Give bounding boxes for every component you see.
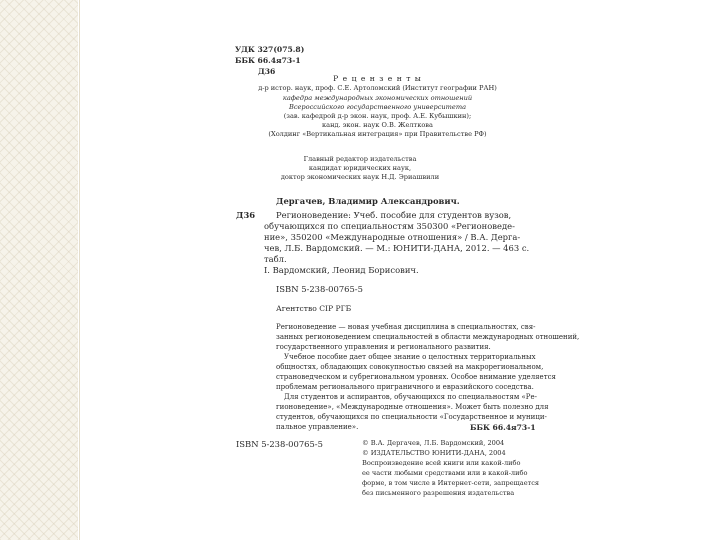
reviewer-line-5: канд. экон. наук О.В. Желткова bbox=[322, 121, 433, 129]
editor-line-3: доктор экономических наук Н.Д. Эриашвили bbox=[280, 173, 440, 181]
annotation-line-6: страноведческом и субрегиональном уровнях. Особое внимание уделяется bbox=[276, 373, 556, 381]
catalog-author: Дергачев, Владимир Александрович. bbox=[276, 196, 460, 206]
reviewer-line-2: кафедра международных экономических отношений bbox=[282, 94, 473, 102]
annotation-line-4: Учебное пособие дает общее знание о целостных территориальных bbox=[284, 353, 536, 361]
copyright-line-4: ее части любыми средствами или в какой-либо bbox=[362, 469, 528, 477]
reviewer-line-1: д-р истор. наук, проф. С.Е. Артоломский (Институт географии РАН) bbox=[258, 84, 497, 92]
copyright-line-6: без письменного разрешения издательства bbox=[362, 489, 515, 497]
catalog-line-2: обучающихся по специальностям 350300 «Регионоведе- bbox=[264, 221, 515, 231]
annotation-bbk: ББК 66.4я73-1 bbox=[470, 423, 536, 432]
annotation-line-1: Регионоведение — новая учебная дисциплина в специальностях, свя- bbox=[276, 323, 536, 331]
catalog-code-top: Д36 bbox=[258, 67, 276, 76]
catalog-coauthor: I. Вардомский, Леонид Борисович. bbox=[264, 265, 419, 275]
annotation-line-2: занных регионоведением специальностей в области международных отношений, bbox=[276, 333, 580, 341]
copyright-line-3: Воспроизведение всей книги или какой-либо bbox=[362, 459, 521, 467]
catalog-line-5: табл. bbox=[264, 254, 287, 264]
reviewer-line-6: (Холдинг «Вертикальная интеграция» при Правительстве РФ) bbox=[268, 130, 487, 138]
catalog-code: Д36 bbox=[236, 210, 256, 220]
reviewer-line-4: (зав. кафедрой д-р экон. наук, проф. А.Е. Кубышкин); bbox=[283, 112, 472, 120]
reviewers-title: Р е ц е н з е н т ы bbox=[333, 74, 422, 83]
annotation-line-3: государственного управления и регионального развития. bbox=[276, 343, 491, 351]
copyright-line-1: © В.А. Дергачев, Л.Б. Вардомский, 2004 bbox=[362, 439, 505, 447]
catalog-line-4: чев, Л.Б. Вардомский. — М.: ЮНИТИ-ДАНА, 2012. — 463 с. bbox=[264, 243, 530, 253]
catalog-line-3: ние», 350200 «Международные отношения» / В.А. Дерга- bbox=[264, 232, 521, 242]
copyright-line-2: © ИЗДАТЕЛЬСТВО ЮНИТИ-ДАНА, 2004 bbox=[362, 449, 506, 457]
annotation-line-10: студентов, обучающихся по специальности «Государственное и муници- bbox=[276, 413, 547, 421]
annotation-line-9: гионоведение», «Международные отношения». Может быть полезно для bbox=[276, 403, 549, 411]
editor-line-2: кандидат юридических наук, bbox=[308, 164, 412, 172]
editor-line-1: Главный редактор издательства bbox=[303, 155, 417, 163]
cip-agency: Агентство CIP РГБ bbox=[276, 304, 352, 313]
udk-code: УДК 327(075.8) bbox=[235, 45, 305, 54]
footer-isbn: ISBN 5-238-00765-5 bbox=[236, 439, 323, 449]
annotation-line-8: Для студентов и аспирантов, обучающихся по специальностям «Ре- bbox=[284, 393, 537, 401]
catalog-line-1: Регионоведение: Учеб. пособие для студентов вузов, bbox=[276, 210, 512, 220]
bbk-code: ББК 66.4я73-1 bbox=[235, 56, 301, 65]
annotation-line-5: общностях, обладающих совокупностью связей на макрорегиональном, bbox=[276, 363, 544, 371]
catalog-isbn: ISBN 5-238-00765-5 bbox=[276, 284, 363, 294]
annotation-line-11: пальное управление». bbox=[276, 423, 359, 431]
copyright-line-5: форме, в том числе в Интернет-сети, запрещается bbox=[362, 479, 540, 487]
annotation-line-7: проблемам регионального приграничного и евразийского соседства. bbox=[276, 383, 534, 391]
reviewer-line-3: Всероссийского государственного университета bbox=[288, 103, 467, 111]
